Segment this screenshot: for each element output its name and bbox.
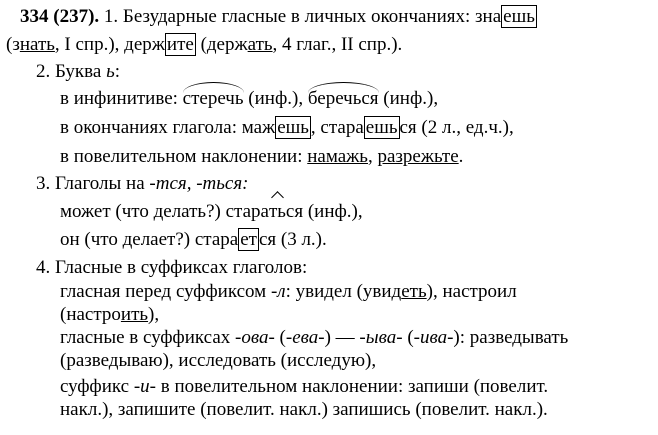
text: ), настроил	[426, 281, 517, 302]
italic-text: -ыва-	[359, 327, 403, 348]
text: .	[458, 146, 464, 167]
text: ,	[367, 146, 378, 167]
text: суффикс	[60, 376, 134, 397]
line-1	[20, 6, 537, 28]
italic-text: ь	[106, 61, 115, 82]
underlined-text: ить	[120, 304, 149, 325]
ending-box: ешь	[365, 117, 398, 138]
text: ),	[148, 304, 160, 325]
underlined-text: еть	[401, 281, 427, 302]
line-7	[36, 173, 249, 195]
italic-text: -тся, -ться:	[149, 173, 249, 194]
text: гласная перед суффиксом	[60, 281, 271, 302]
text: гласные в суффиксах	[60, 327, 236, 348]
text: 2. Буква	[36, 61, 107, 82]
text: в окончаниях глагола: маж	[60, 117, 276, 138]
line-15	[60, 376, 548, 398]
underlined-text: ать	[247, 34, 273, 55]
text: в инфинитиве:	[60, 88, 183, 109]
exercise-number: 334 (237).	[20, 6, 100, 27]
text: в повелительном наклонении: запиши (повелит.	[156, 376, 549, 397]
line-1-text: 1. Безударные гласные в личных окончаниях: зна	[99, 6, 502, 27]
text: может (что делать?) стара	[60, 201, 269, 222]
text: ся (2 л., ед.ч.),	[399, 117, 514, 138]
line-11	[60, 281, 517, 303]
text: (	[402, 327, 414, 348]
root-arc-text: беречься	[307, 88, 379, 109]
line-4	[60, 88, 438, 110]
line-13	[60, 327, 568, 349]
line-6	[60, 146, 463, 168]
line-10: 4. Гласные в суффиксах глаголов:	[36, 257, 308, 278]
ending-box: ешь	[503, 6, 535, 27]
line-12	[60, 304, 159, 326]
text: (держ	[195, 34, 248, 55]
line-16: накл.), запишите (повелит. накл.) запишись (повелит. накл.).	[60, 399, 548, 420]
ending-box: ет	[240, 229, 257, 250]
italic-text: -ива-	[413, 327, 454, 348]
text: ): разведывать	[453, 327, 569, 348]
text: , 4 глаг., II спр.).	[272, 34, 403, 55]
text: в повелительном наклонении:	[60, 146, 308, 167]
italic-text: -и-	[133, 376, 156, 397]
root-arc-text: стеречь	[182, 88, 244, 109]
line-14: (разведываю), исследовать (исследую),	[60, 350, 377, 371]
text: он (что делает?) стара	[60, 229, 239, 250]
line-2	[6, 34, 402, 56]
italic-text: -ева-	[285, 327, 325, 348]
text: :	[114, 61, 121, 82]
text: (	[274, 327, 286, 348]
ending-box: ешь	[277, 117, 309, 138]
suffix-caret-text: ть	[268, 201, 286, 222]
underlined-text: намажь	[307, 146, 368, 167]
line-9	[60, 229, 327, 251]
text: ся (3 л.).	[258, 229, 327, 250]
italic-text: -л	[270, 281, 286, 302]
italic-text: -ова-	[235, 327, 275, 348]
ending-box: ите	[166, 34, 194, 55]
text: (настро	[60, 304, 121, 325]
text: (инф.),	[243, 88, 308, 109]
line-3	[36, 61, 120, 83]
text: ) —	[324, 327, 360, 348]
text: , I спр.), держ	[54, 34, 165, 55]
text: ся (инф.),	[285, 201, 363, 222]
text: : увидел (увид	[285, 281, 402, 302]
line-5	[60, 117, 514, 139]
text: (инф.),	[378, 88, 439, 109]
text: 3. Глаголы на	[36, 173, 150, 194]
line-8	[60, 201, 363, 223]
underlined-text: разрежьте	[377, 146, 459, 167]
underlined-text: нать	[19, 34, 55, 55]
text: (з	[6, 34, 20, 55]
text: , стара	[310, 117, 364, 138]
